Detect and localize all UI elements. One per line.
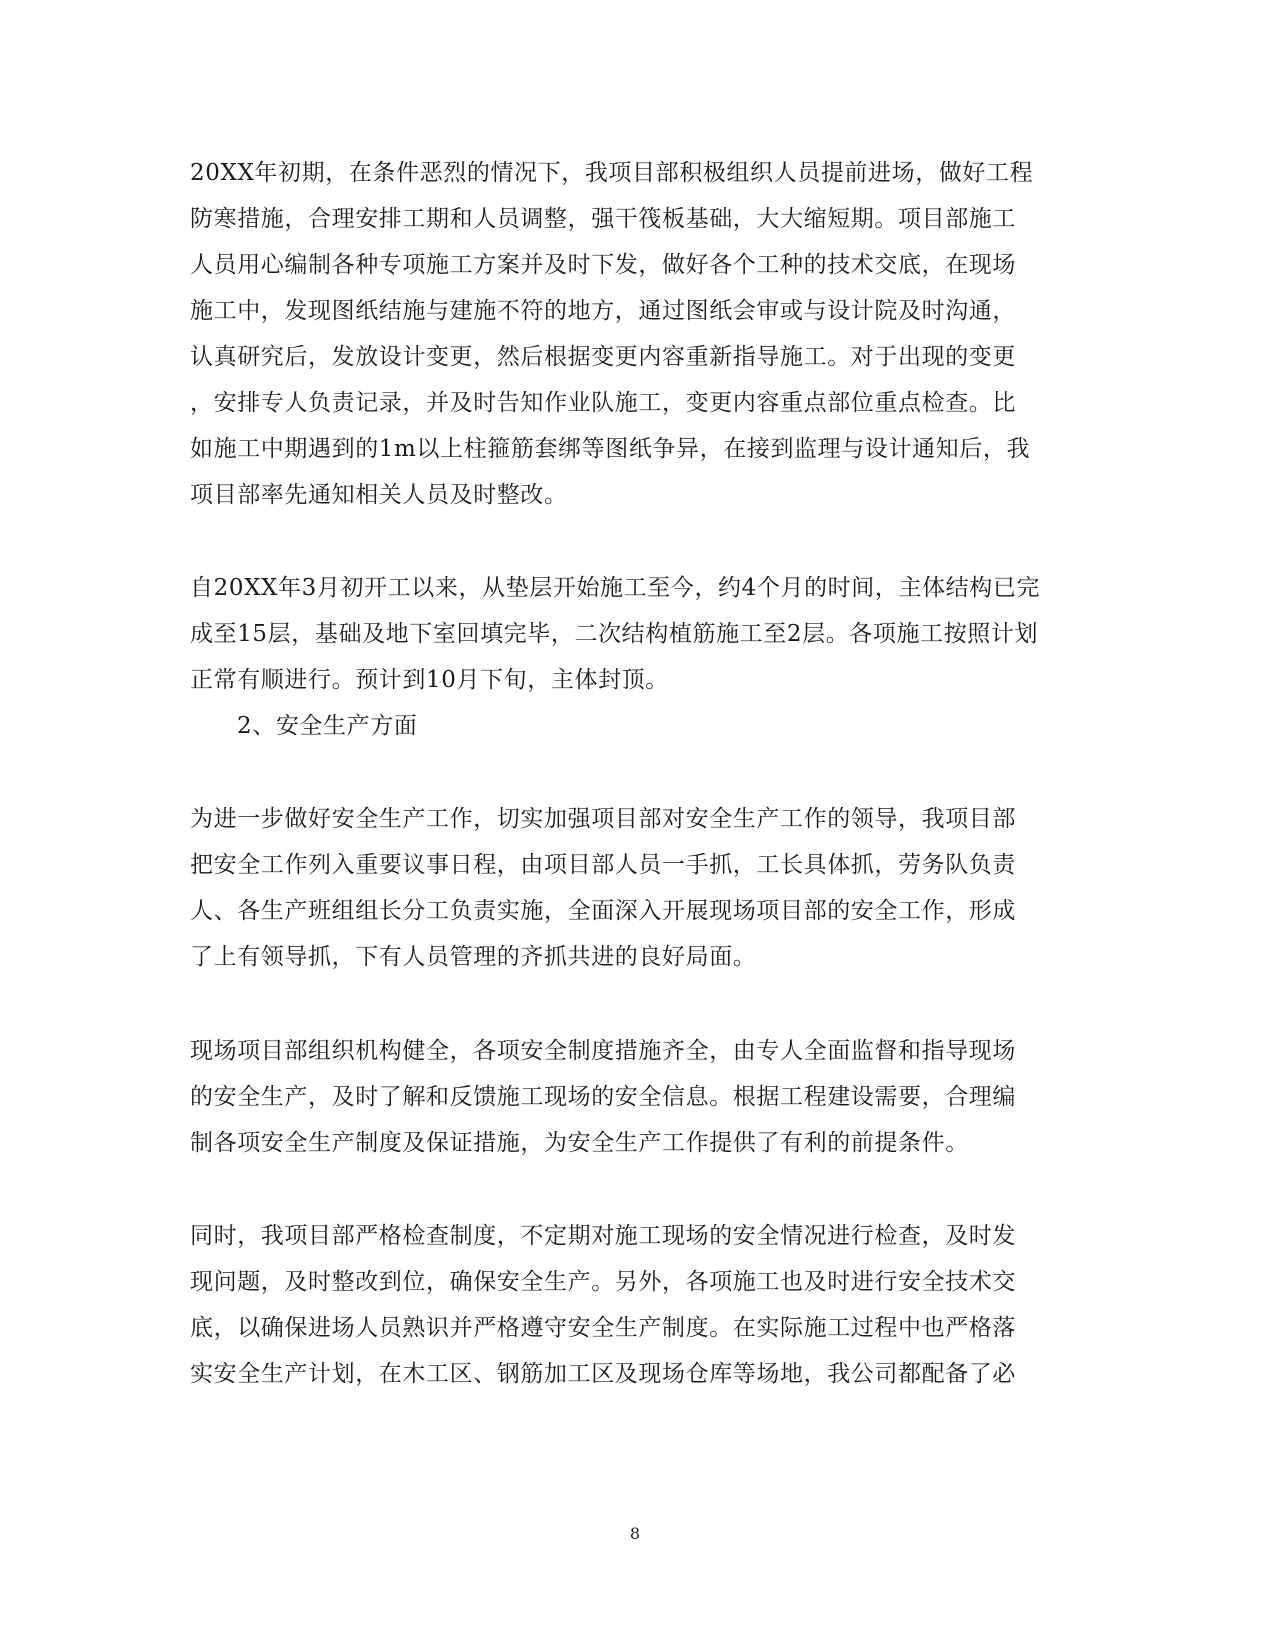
paragraph-1-line-1: 20XX年初期，在条件恶烈的情况下，我项目部积极组织人员提前进场，做好工程 [190, 160, 1034, 186]
paragraph-1-line-5: 认真研究后，发放设计变更，然后根据变更内容重新指导施工。对于出现的变更 [190, 344, 1016, 370]
paragraph-6-line-2: 现问题，及时整改到位，确保安全生产。另外，各项施工也及时进行安全技术交 [190, 1269, 1016, 1295]
paragraph-4-line-2: 把安全工作列入重要议事日程，由项目部人员一手抓，工长具体抓，劳务队负责 [190, 852, 1016, 878]
paragraph-1-line-2: 防寒措施，合理安排工期和人员调整，强干筏板基础，大大缩短期。项目部施工 [190, 206, 1016, 232]
paragraph-2-line-3: 正常有顺进行。预计到10月下旬，主体封顶。 [190, 667, 669, 693]
paragraph-6-line-1: 同时，我项目部严格检查制度，不定期对施工现场的安全情况进行检查，及时发 [190, 1223, 1016, 1249]
paragraph-4-line-4: 了上有领导抓，下有人员管理的齐抓共进的良好局面。 [190, 944, 757, 970]
paragraph-1-line-8: 项目部率先通知相关人员及时整改。 [190, 482, 568, 508]
page-number: 8 [629, 1524, 641, 1543]
paragraph-5-line-2: 的安全生产，及时了解和反馈施工现场的安全信息。根据工程建设需要，合理编 [190, 1084, 1016, 1110]
paragraph-1-line-3: 人员用心编制各种专项施工方案并及时下发，做好各个工种的技术交底，在现场 [190, 252, 1016, 278]
paragraph-6-line-4: 实安全生产计划，在木工区、钢筋加工区及现场仓库等场地，我公司都配备了必 [190, 1361, 1016, 1387]
paragraph-5-line-1: 现场项目部组织机构健全，各项安全制度措施齐全，由专人全面监督和指导现场 [190, 1038, 1016, 1064]
paragraph-1-line-4: 施工中，发现图纸结施与建施不符的地方，通过图纸会审或与设计院及时沟通， [190, 298, 1016, 324]
paragraph-5-line-3: 制各项安全生产制度及保证措施，为安全生产工作提供了有利的前提条件。 [190, 1130, 969, 1156]
section-heading: 2、安全生产方面 [237, 713, 418, 739]
paragraph-4-line-3: 人、各生产班组组长分工负责实施，全面深入开展现场项目部的安全工作，形成 [190, 898, 1016, 924]
paragraph-1-line-6: ，安排专人负责记录，并及时告知作业队施工，变更内容重点部位重点检查。比 [190, 390, 1016, 416]
paragraph-1-line-7: 如施工中期遇到的1m以上柱箍筋套绑等图纸争异，在接到监理与设计通知后，我 [190, 436, 1031, 462]
paragraph-2-line-1: 自20XX年3月初开工以来，从垫层开始施工至今，约4个月的时间，主体结构已完 [190, 575, 1041, 601]
paragraph-6-line-3: 底，以确保进场人员熟识并严格遵守安全生产制度。在实际施工过程中也严格落 [190, 1315, 1016, 1341]
paragraph-4-line-1: 为进一步做好安全生产工作，切实加强项目部对安全生产工作的领导，我项目部 [190, 806, 1016, 832]
paragraph-2-line-2: 成至15层，基础及地下室回填完毕，二次结构植筋施工至2层。各项施工按照计划 [190, 621, 1039, 647]
